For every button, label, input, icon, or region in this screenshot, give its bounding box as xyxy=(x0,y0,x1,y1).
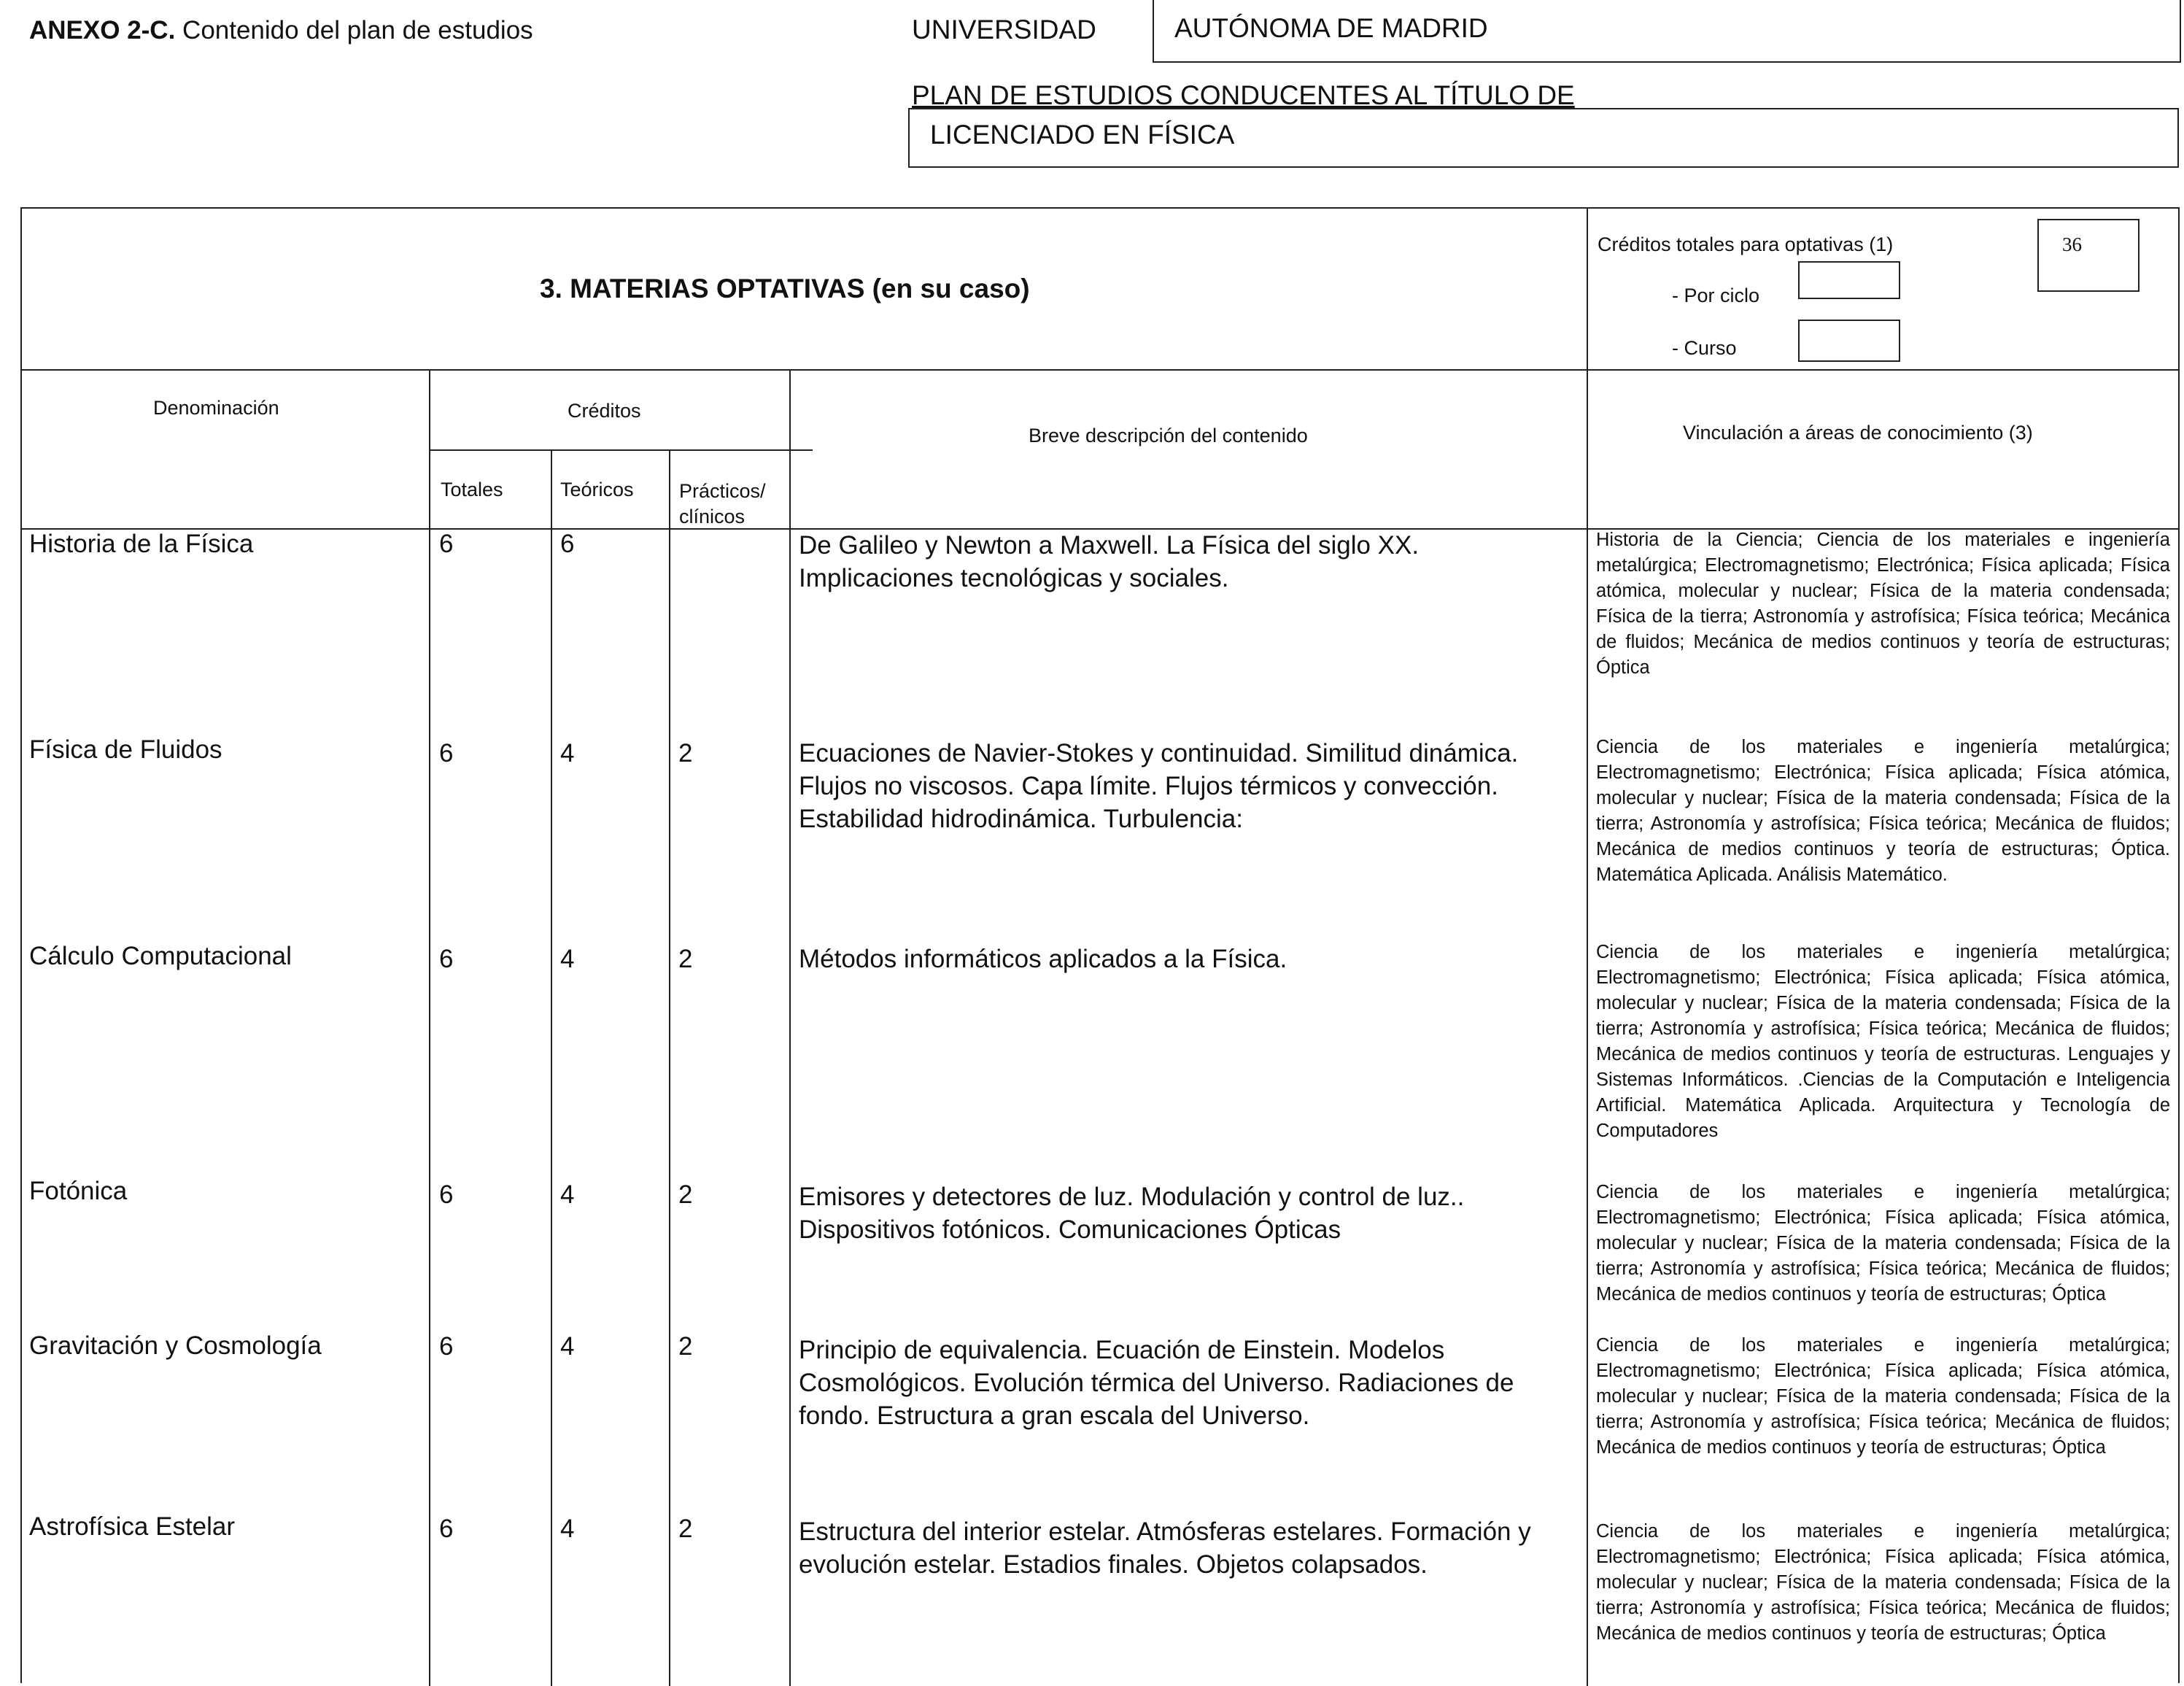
row-practicos: 2 xyxy=(678,945,693,973)
section-title: 3. MATERIAS OPTATIVAS (en su caso) xyxy=(540,274,1030,303)
col-header-practicos xyxy=(679,479,766,530)
university-name-box xyxy=(1153,0,2181,63)
row-areas: Ciencia de los materiales e ingeniería metalúrgica; Electromagnetismo; Electrónica; Física aplicada; Física atómica, molecular y nuclear; Física de la materia condensada; Física de la tierra; Astronomía y astrofísica; Física teórica; Mecánica de fluidos; Mecánica de medios continuos y teoría de estructuras. Lenguajes y Sistemas Informáticos. .Ciencias de la Computación e Inteligencia Artificial. Matemática Aplicada. Arquitectura y Tecnología de Computadores xyxy=(1596,942,2170,1141)
row-description: Ecuaciones de Navier-Stokes y continuidad. Similitud dinámica. Flujos no viscosos. Capa límite. Flujos térmicos y convección. Estabilidad hidrodinámica. Turbulencia: xyxy=(799,739,1519,833)
row-practicos: 2 xyxy=(678,1180,693,1209)
row-totales: 6 xyxy=(439,1180,454,1209)
anexo-text: Contenido del plan de estudios xyxy=(175,16,533,45)
anexo-label: ANEXO 2-C. xyxy=(29,16,176,45)
col-header-descripcion: Breve descripción del contenido xyxy=(1029,425,1308,446)
col-header-vinculacion: Vinculación a áreas de conocimiento (3) xyxy=(1683,422,2033,444)
practicos-col-divider xyxy=(789,369,791,1686)
row-denominacion: Gravitación y Cosmología xyxy=(29,1331,322,1360)
row-teoricos: 4 xyxy=(560,945,575,973)
practicos-line-1: Prácticos/ xyxy=(679,480,766,502)
col-header-denominacion: Denominación xyxy=(153,397,279,419)
creditos-totales-value: 36 xyxy=(2062,233,2082,255)
university-label: UNIVERSIDAD xyxy=(912,15,1096,45)
col-header-creditos: Créditos xyxy=(568,400,641,422)
row-denominacion: Fotónica xyxy=(29,1177,128,1205)
row-teoricos: 4 xyxy=(560,739,575,767)
row-description: Estructura del interior estelar. Atmósferas estelares. Formación y evolución estelar. Estadios finales. Objetos colapsados. xyxy=(799,1517,1531,1579)
row-denominacion: Historia de la Física xyxy=(29,530,254,558)
row-denominacion: Física de Fluidos xyxy=(29,735,222,764)
row-description: Principio de equivalencia. Ecuación de Einstein. Modelos Cosmológicos. Evolución térmica del Universo. Radiaciones de fondo. Estructura a gran escala del Universo. xyxy=(799,1336,1514,1430)
row-practicos: 2 xyxy=(678,1332,693,1361)
row-denominacion: Astrofísica Estelar xyxy=(29,1512,236,1541)
por-ciclo-box xyxy=(1798,261,1900,299)
creditos-subheader-divider xyxy=(429,449,813,451)
row-practicos: 2 xyxy=(678,1515,693,1543)
practicos-line-2: clínicos xyxy=(679,506,746,527)
por-ciclo-label: - Por ciclo xyxy=(1672,285,1760,306)
curso-box xyxy=(1798,320,1900,362)
description-col-divider xyxy=(1587,209,1588,1686)
row-description: De Galileo y Newton a Maxwell. La Física del siglo XX. Implicaciones tecnológicas y sociales. xyxy=(799,531,1420,592)
university-name: AUTÓNOMA DE MADRID xyxy=(1174,13,1488,43)
row-totales: 6 xyxy=(439,530,454,558)
creditos-totales-label: Créditos totales para optativas (1) xyxy=(1598,233,1894,255)
row-areas: Ciencia de los materiales e ingeniería metalúrgica; Electromagnetismo; Electrónica; Física aplicada; Física atómica, molecular y nuclear; Física de la materia condensada; Física de la tierra; Astronomía y astrofísica; Física teórica; Mecánica de fluidos; Mecánica de medios continuos y teoría de estructuras; Óptica xyxy=(1596,1521,2170,1644)
totales-col-divider xyxy=(551,449,552,1686)
teoricos-col-divider xyxy=(669,449,670,1686)
row-teoricos: 4 xyxy=(560,1180,575,1209)
curso-label: - Curso xyxy=(1672,337,1737,359)
row-totales: 6 xyxy=(439,945,454,973)
row-areas: Historia de la Ciencia; Ciencia de los materiales e ingeniería metalúrgica; Electromagnetismo; Electrónica; Física aplicada; Física atómica, molecular y nuclear; Física de la materia condensada; Física de la tierra; Astronomía y astrofísica; Física teórica; Mecánica de fluidos; Mecánica de medios continuos y teoría de estructuras; Óptica xyxy=(1596,530,2170,678)
row-description: Emisores y detectores de luz. Modulación y control de luz.. Dispositivos fotónicos. Comunicaciones Ópticas xyxy=(799,1183,1465,1244)
row-description: Métodos informáticos aplicados a la Física. xyxy=(799,945,1287,973)
row-teoricos: 6 xyxy=(560,530,575,558)
plan-title-box xyxy=(908,108,2179,168)
plan-label: PLAN DE ESTUDIOS CONDUCENTES AL TÍTULO DE xyxy=(912,80,1575,110)
row-areas: Ciencia de los materiales e ingeniería metalúrgica; Electromagnetismo; Electrónica; Física aplicada; Física atómica, molecular y nuclear; Física de la materia condensada; Física de la tierra; Astronomía y astrofísica; Física teórica; Mecánica de fluidos; Mecánica de medios continuos y teoría de estructuras; Óptica xyxy=(1596,1335,2170,1458)
denominacion-col-divider xyxy=(429,369,430,1686)
row-teoricos: 4 xyxy=(560,1515,575,1543)
row-totales: 6 xyxy=(439,739,454,767)
anexo-heading xyxy=(29,16,533,45)
creditos-totales-box xyxy=(2037,219,2140,292)
row-totales: 6 xyxy=(439,1515,454,1543)
row-practicos: 2 xyxy=(678,739,693,767)
row-teoricos: 4 xyxy=(560,1332,575,1361)
col-header-totales: Totales xyxy=(441,479,503,500)
col-header-teoricos: Teóricos xyxy=(560,479,634,500)
row-areas: Ciencia de los materiales e ingeniería metalúrgica; Electromagnetismo; Electrónica; Física aplicada; Física atómica, molecular y nuclear; Física de la materia condensada; Física de la tierra; Astronomía y astrofísica; Física teórica; Mecánica de fluidos; Mecánica de medios continuos y teoría de estructuras; Óptica xyxy=(1596,1182,2170,1304)
plan-title: LICENCIADO EN FÍSICA xyxy=(930,120,1235,150)
row-denominacion: Cálculo Computacional xyxy=(29,942,292,970)
row-areas: Ciencia de los materiales e ingeniería metalúrgica; Electromagnetismo; Electrónica; Física aplicada; Física atómica, molecular y nuclear; Física de la materia condensada; Física de la tierra; Astronomía y astrofísica; Física teórica; Mecánica de fluidos; Mecánica de medios continuos y teoría de estructuras; Óptica. Matemática Aplicada. Análisis Matemático. xyxy=(1596,737,2170,885)
title-row-divider xyxy=(22,369,2178,371)
row-totales: 6 xyxy=(439,1332,454,1361)
